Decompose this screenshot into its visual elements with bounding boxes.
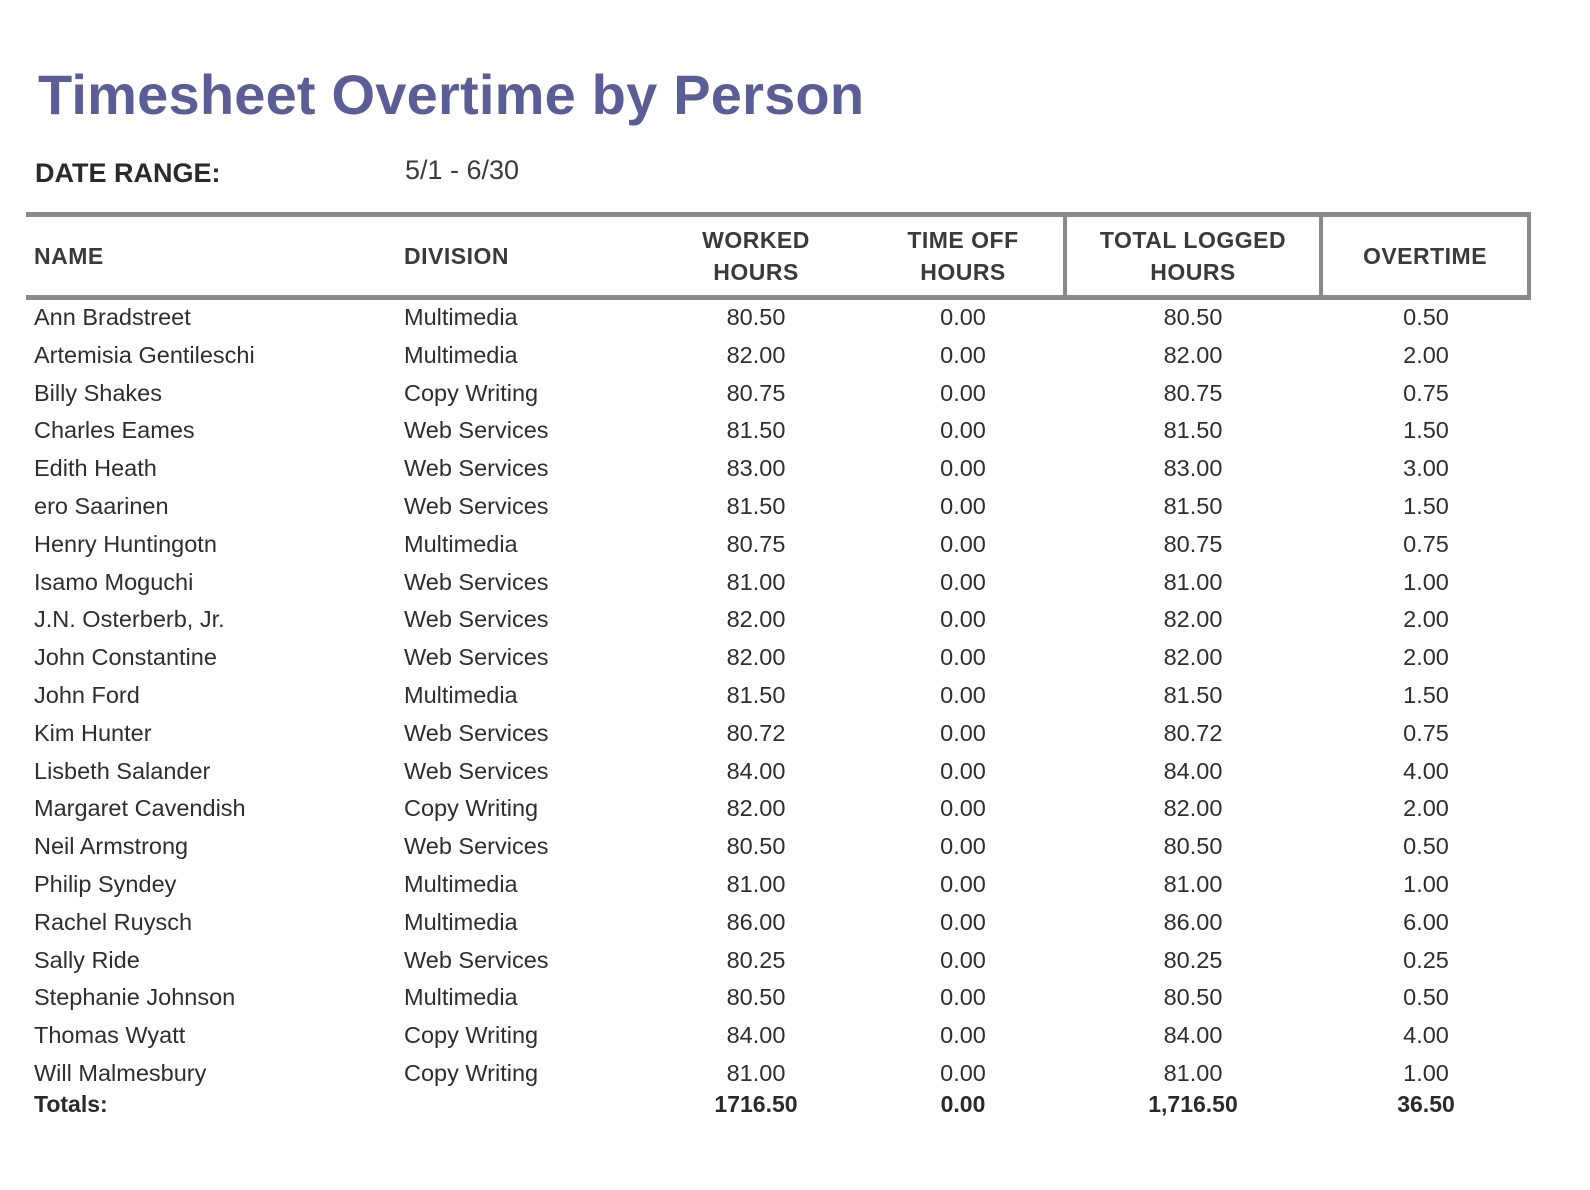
cell-worked-hours: 82.00 xyxy=(726,795,786,822)
cell-worked-hours: 80.75 xyxy=(726,379,786,406)
table-row xyxy=(26,337,1531,375)
cell-overtime: 0.50 xyxy=(1403,984,1449,1011)
cell-time-off-hours: 0.00 xyxy=(940,417,986,444)
date-range-label: DATE RANGE: xyxy=(35,158,221,188)
cell-total-logged-hours: 86.00 xyxy=(1163,908,1223,935)
cell-time-off-hours: 0.00 xyxy=(940,833,986,860)
cell-name: Edith Heath xyxy=(34,455,157,482)
cell-name: Charles Eames xyxy=(34,417,195,444)
cell-division: Multimedia xyxy=(404,341,518,368)
column-header-worked-line2: HOURS xyxy=(713,259,799,285)
cell-total-logged-hours: 82.00 xyxy=(1163,795,1223,822)
cell-overtime: 2.00 xyxy=(1403,606,1449,633)
cell-time-off-hours: 0.00 xyxy=(940,644,986,671)
column-header-name-label: NAME xyxy=(34,243,104,269)
cell-division: Web Services xyxy=(404,606,549,633)
cell-division: Web Services xyxy=(404,946,549,973)
cell-name: Neil Armstrong xyxy=(34,833,189,860)
cell-division: Multimedia xyxy=(404,870,518,897)
table-body xyxy=(26,299,1531,1093)
column-header-timeoff-line2: HOURS xyxy=(920,259,1006,285)
cell-overtime: 1.00 xyxy=(1403,568,1449,595)
cell-worked-hours: 81.50 xyxy=(726,417,786,444)
date-range-value: 5/1 - 6/30 xyxy=(405,155,520,185)
cell-total-logged-hours: 81.50 xyxy=(1163,681,1223,708)
cell-worked-hours: 81.50 xyxy=(726,492,786,519)
table-row xyxy=(26,753,1531,791)
cell-time-off-hours: 0.00 xyxy=(940,946,986,973)
column-header-worked-line1: WORKED xyxy=(702,227,810,253)
cell-worked-hours: 80.72 xyxy=(726,719,786,746)
cell-name: Billy Shakes xyxy=(34,379,162,406)
cell-total-logged-hours: 81.00 xyxy=(1163,870,1223,897)
cell-time-off-hours: 0.00 xyxy=(940,568,986,595)
column-header-total-logged-hours xyxy=(1067,217,1319,295)
cell-total-logged-hours: 80.75 xyxy=(1163,530,1223,557)
cell-worked-hours: 84.00 xyxy=(726,1022,786,1049)
table-row xyxy=(26,715,1531,753)
table-row xyxy=(26,942,1531,980)
cell-total-logged-hours: 80.72 xyxy=(1163,719,1223,746)
page-title: Timesheet Overtime by Person xyxy=(38,63,865,126)
cell-time-off-hours: 0.00 xyxy=(940,908,986,935)
totals-overtime: 36.50 xyxy=(1397,1091,1455,1117)
cell-name: Will Malmesbury xyxy=(34,1059,207,1086)
cell-overtime: 1.00 xyxy=(1403,1059,1449,1086)
cell-worked-hours: 80.50 xyxy=(726,984,786,1011)
cell-name: Stephanie Johnson xyxy=(34,984,236,1011)
cell-overtime: 4.00 xyxy=(1403,1022,1449,1049)
table-row xyxy=(26,979,1531,1017)
cell-division: Multimedia xyxy=(404,681,518,708)
cell-name: John Ford xyxy=(34,681,140,708)
cell-time-off-hours: 0.00 xyxy=(940,757,986,784)
cell-division: Multimedia xyxy=(404,530,518,557)
column-header-time-off-hours xyxy=(873,217,1053,295)
table-row xyxy=(26,677,1531,715)
cell-name: Sally Ride xyxy=(34,946,140,973)
cell-division: Copy Writing xyxy=(404,379,539,406)
cell-worked-hours: 82.00 xyxy=(726,606,786,633)
cell-division: Web Services xyxy=(404,455,549,482)
cell-time-off-hours: 0.00 xyxy=(940,719,986,746)
cell-worked-hours: 80.50 xyxy=(726,304,786,330)
cell-name: Lisbeth Salander xyxy=(34,757,211,784)
totals-label: Totals: xyxy=(34,1091,108,1117)
cell-worked-hours: 81.00 xyxy=(726,1059,786,1086)
cell-name: Kim Hunter xyxy=(34,719,152,746)
table-row xyxy=(26,639,1531,677)
cell-time-off-hours: 0.00 xyxy=(940,870,986,897)
cell-time-off-hours: 0.00 xyxy=(940,455,986,482)
cell-division: Web Services xyxy=(404,719,549,746)
column-header-division xyxy=(404,217,644,295)
cell-overtime: 0.50 xyxy=(1403,833,1449,860)
cell-name: ero Saarinen xyxy=(34,492,169,519)
cell-total-logged-hours: 82.00 xyxy=(1163,644,1223,671)
cell-name: Thomas Wyatt xyxy=(34,1022,186,1049)
totals-worked-hours: 1716.50 xyxy=(714,1091,798,1117)
cell-overtime: 1.50 xyxy=(1403,681,1449,708)
cell-overtime: 1.50 xyxy=(1403,417,1449,444)
cell-division: Multimedia xyxy=(404,908,518,935)
table-row xyxy=(26,790,1531,828)
column-header-division-label: DIVISION xyxy=(404,243,509,269)
cell-division: Multimedia xyxy=(404,984,518,1011)
cell-division: Web Services xyxy=(404,757,549,784)
column-header-timeoff-line1: TIME OFF xyxy=(907,227,1019,253)
cell-worked-hours: 86.00 xyxy=(726,908,786,935)
cell-worked-hours: 80.75 xyxy=(726,530,786,557)
cell-name: Philip Syndey xyxy=(34,870,177,897)
cell-total-logged-hours: 81.00 xyxy=(1163,568,1223,595)
cell-time-off-hours: 0.00 xyxy=(940,1022,986,1049)
cell-worked-hours: 82.00 xyxy=(726,644,786,671)
cell-time-off-hours: 0.00 xyxy=(940,492,986,519)
cell-total-logged-hours: 80.50 xyxy=(1163,984,1223,1011)
cell-name: Artemisia Gentileschi xyxy=(34,341,255,368)
cell-time-off-hours: 0.00 xyxy=(940,795,986,822)
cell-overtime: 0.25 xyxy=(1403,946,1449,973)
cell-worked-hours: 81.00 xyxy=(726,870,786,897)
table-row xyxy=(26,375,1531,413)
column-header-name xyxy=(34,217,334,295)
cell-division: Web Services xyxy=(404,644,549,671)
cell-name: Margaret Cavendish xyxy=(34,795,246,822)
table-row xyxy=(26,450,1531,488)
table-row xyxy=(26,412,1531,450)
cell-name: Henry Huntingotn xyxy=(34,530,217,557)
column-header-overtime xyxy=(1323,217,1527,295)
cell-worked-hours: 82.00 xyxy=(726,341,786,368)
cell-name: Isamo Moguchi xyxy=(34,568,194,595)
cell-total-logged-hours: 84.00 xyxy=(1163,1022,1223,1049)
cell-overtime: 6.00 xyxy=(1403,908,1449,935)
cell-worked-hours: 80.50 xyxy=(726,833,786,860)
cell-division: Web Services xyxy=(404,492,549,519)
cell-time-off-hours: 0.00 xyxy=(940,984,986,1011)
cell-overtime: 1.00 xyxy=(1403,870,1449,897)
cell-worked-hours: 81.00 xyxy=(726,568,786,595)
cell-division: Web Services xyxy=(404,417,549,444)
cell-worked-hours: 84.00 xyxy=(726,757,786,784)
cell-overtime: 3.00 xyxy=(1403,455,1449,482)
cell-time-off-hours: 0.00 xyxy=(940,1059,986,1086)
cell-overtime: 2.00 xyxy=(1403,795,1449,822)
cell-name: Rachel Ruysch xyxy=(34,908,193,935)
cell-time-off-hours: 0.00 xyxy=(940,530,986,557)
cell-overtime: 2.00 xyxy=(1403,341,1449,368)
cell-total-logged-hours: 84.00 xyxy=(1163,757,1223,784)
totals-time-off-hours: 0.00 xyxy=(940,1091,986,1117)
cell-overtime: 0.75 xyxy=(1403,379,1449,406)
cell-overtime: 4.00 xyxy=(1403,757,1449,784)
cell-time-off-hours: 0.00 xyxy=(940,606,986,633)
cell-overtime: 2.00 xyxy=(1403,644,1449,671)
cell-total-logged-hours: 81.50 xyxy=(1163,492,1223,519)
cell-total-logged-hours: 80.25 xyxy=(1163,946,1223,973)
cell-total-logged-hours: 80.75 xyxy=(1163,379,1223,406)
cell-worked-hours: 83.00 xyxy=(726,455,786,482)
cell-division: Web Services xyxy=(404,833,549,860)
table-row xyxy=(26,526,1531,564)
column-header-worked-hours xyxy=(666,217,846,295)
cell-total-logged-hours: 80.50 xyxy=(1163,304,1223,330)
table-header xyxy=(26,212,1531,300)
cell-total-logged-hours: 82.00 xyxy=(1163,341,1223,368)
cell-division: Copy Writing xyxy=(404,795,539,822)
cell-division: Web Services xyxy=(404,568,549,595)
table-row xyxy=(26,828,1531,866)
table-row xyxy=(26,299,1531,337)
table-row xyxy=(26,564,1531,602)
cell-overtime: 0.75 xyxy=(1403,719,1449,746)
cell-time-off-hours: 0.00 xyxy=(940,304,986,330)
table-row xyxy=(26,601,1531,639)
column-header-total-line2: HOURS xyxy=(1150,259,1236,285)
table-row xyxy=(26,1017,1531,1055)
totals-row xyxy=(26,1087,1531,1121)
cell-total-logged-hours: 82.00 xyxy=(1163,606,1223,633)
column-header-overtime-label: OVERTIME xyxy=(1362,243,1488,269)
cell-overtime: 1.50 xyxy=(1403,492,1449,519)
cell-worked-hours: 80.25 xyxy=(726,946,786,973)
cell-name: John Constantine xyxy=(34,644,217,671)
cell-name: J.N. Osterberb, Jr. xyxy=(34,606,225,633)
cell-division: Copy Writing xyxy=(404,1022,539,1049)
cell-time-off-hours: 0.00 xyxy=(940,681,986,708)
table-row xyxy=(26,866,1531,904)
cell-overtime: 0.50 xyxy=(1403,304,1449,330)
totals-total-logged-hours: 1,716.50 xyxy=(1148,1091,1238,1117)
cell-overtime: 0.75 xyxy=(1403,530,1449,557)
cell-total-logged-hours: 83.00 xyxy=(1163,455,1223,482)
cell-total-logged-hours: 80.50 xyxy=(1163,833,1223,860)
table-row xyxy=(26,488,1531,526)
cell-name: Ann Bradstreet xyxy=(34,304,191,330)
cell-time-off-hours: 0.00 xyxy=(940,341,986,368)
cell-division: Multimedia xyxy=(404,304,518,330)
column-header-total-line1: TOTAL LOGGED xyxy=(1099,227,1287,253)
cell-time-off-hours: 0.00 xyxy=(940,379,986,406)
cell-division: Copy Writing xyxy=(404,1059,539,1086)
cell-total-logged-hours: 81.50 xyxy=(1163,417,1223,444)
table-row xyxy=(26,904,1531,942)
cell-total-logged-hours: 81.00 xyxy=(1163,1059,1223,1086)
cell-worked-hours: 81.50 xyxy=(726,681,786,708)
